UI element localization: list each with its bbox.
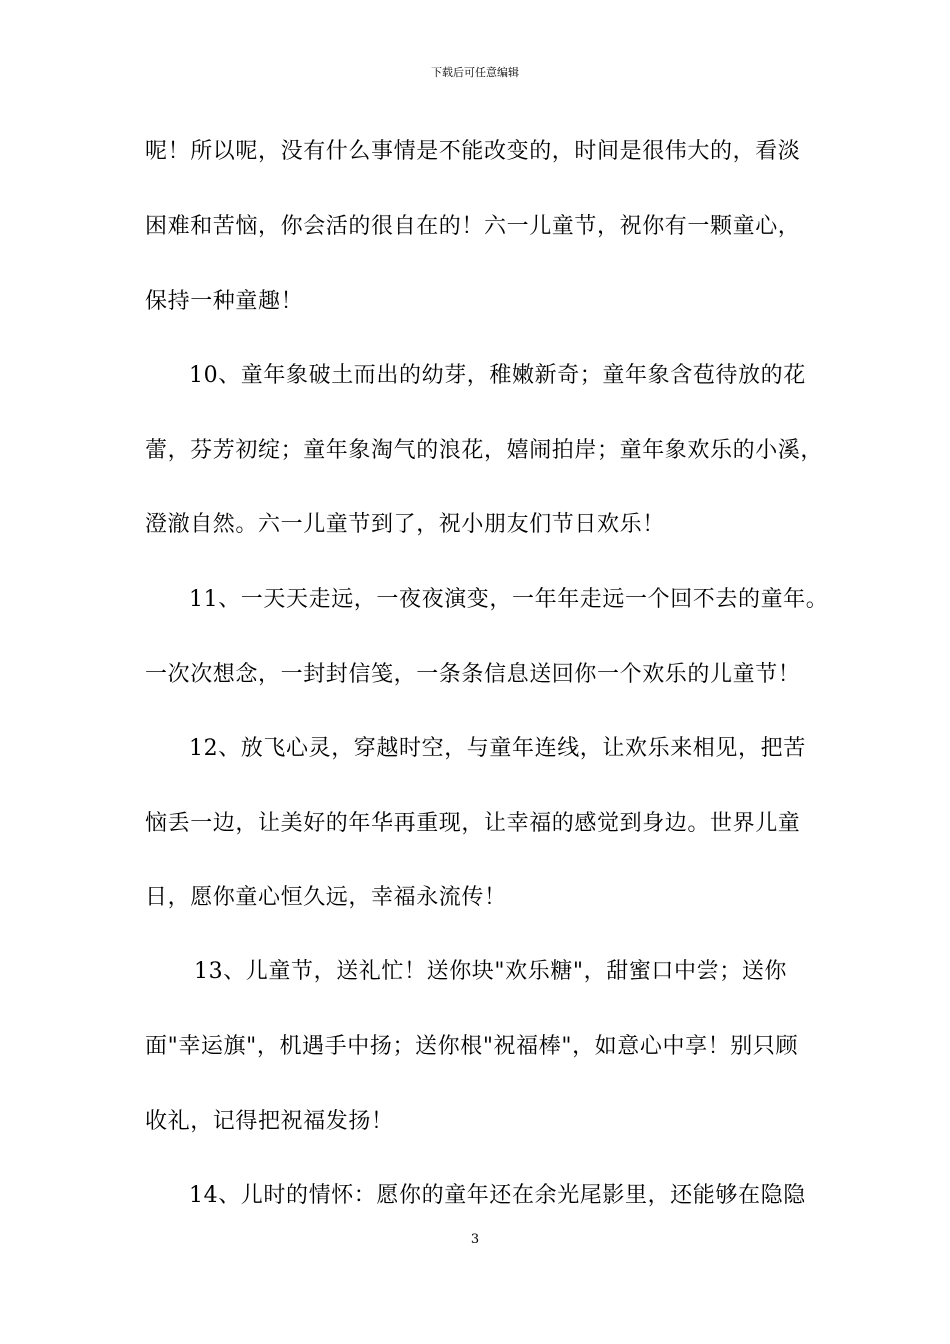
text-line: 面"幸运旗"，机遇手中扬；送你根"祝福棒"，如意心中享！别只顾: [145, 1034, 799, 1059]
page-number: 3: [470, 1232, 480, 1247]
text-line: 困难和苦恼，你会活的很自在的！六一儿童节，祝你有一颗童心，: [145, 214, 801, 239]
text-line: 13、儿童节，送礼忙！送你块"欢乐糖"，甜蜜口中尝；送你: [194, 959, 788, 984]
text-line: 收礼，记得把祝福发扬！: [145, 1109, 394, 1134]
text-line: 蕾，芬芳初绽；童年象淘气的浪花，嬉闹拍岸；童年象欢乐的小溪，: [145, 438, 824, 463]
text-line: 14、儿时的情怀：愿你的童年还在余光尾影里，还能够在隐隐: [189, 1183, 806, 1208]
text-line: 11、一天天走远，一夜夜演变，一年年走远一个回不去的童年。: [189, 587, 829, 612]
text-line: 呢！所以呢，没有什么事情是不能改变的，时间是很伟大的，看淡: [145, 139, 801, 164]
page-header: 下载后可任意编辑: [431, 66, 519, 79]
text-line: 保持一种童趣！: [145, 289, 304, 314]
text-line: 12、放飞心灵，穿越时空，与童年连线，让欢乐来相见，把苦: [189, 736, 806, 761]
text-line: 10、童年象破土而出的幼芽，稚嫩新奇；童年象含苞待放的花: [189, 363, 806, 388]
text-line: 恼丢一边，让美好的年华再重现，让幸福的感觉到身边。世界儿童: [145, 811, 801, 836]
text-line: 日，愿你童心恒久远，幸福永流传！: [145, 885, 507, 910]
text-line: 一次次想念，一封封信笺，一条条信息送回你一个欢乐的儿童节！: [145, 662, 801, 687]
text-line: 澄澈自然。六一儿童节到了，祝小朋友们节日欢乐！: [145, 512, 665, 537]
